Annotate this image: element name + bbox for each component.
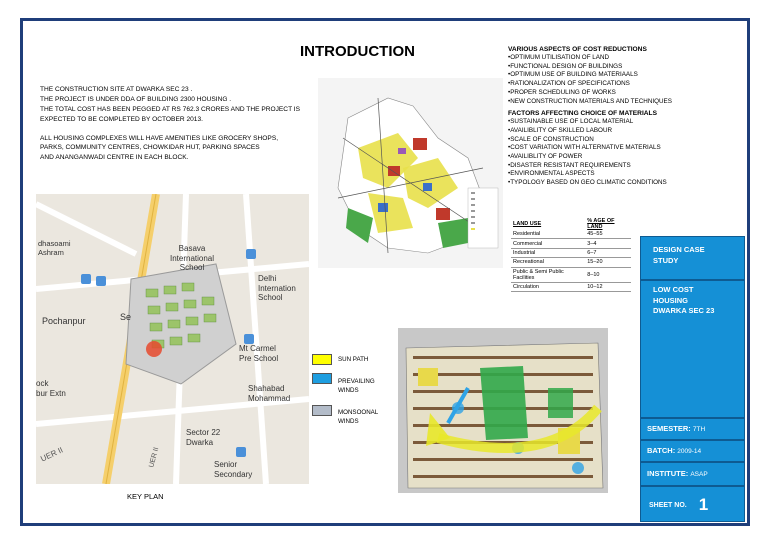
intro-text bbox=[40, 85, 315, 163]
map-label: Shahabad Mohammad bbox=[248, 384, 291, 403]
zoning-map-graphic bbox=[318, 78, 503, 268]
table-cell: Circulation bbox=[511, 282, 585, 291]
page-title: INTRODUCTION bbox=[300, 43, 415, 60]
map-label: Delhi Internation School bbox=[258, 274, 296, 303]
design-case-title: DESIGN CASE STUDY bbox=[653, 245, 705, 266]
map-label: dhasoami Ashram bbox=[38, 239, 71, 257]
institute-label: INSTITUTE: bbox=[647, 469, 689, 478]
batch-label: BATCH: bbox=[647, 446, 676, 455]
list-item: •SUSTAINABLE USE OF LOCAL MATERIAL bbox=[508, 118, 634, 126]
table-cell: Recreational bbox=[511, 258, 585, 267]
sheet-label: SHEET NO. bbox=[649, 501, 687, 509]
key-plan-label: KEY PLAN bbox=[127, 492, 164, 501]
amenities-line: PARKS, COMMUNITY CENTRES, CHOWKIDAR HUT, PARKING SPACES bbox=[40, 144, 260, 152]
map-label: UER II bbox=[39, 445, 65, 464]
intro-line: THE CONSTRUCTION SITE AT DWARKA SEC 23 . bbox=[40, 86, 193, 93]
table-row bbox=[511, 239, 631, 248]
semester-value: 7TH bbox=[692, 426, 706, 433]
table-cell: 3–4 bbox=[585, 239, 631, 248]
list-item: •OPTIMUM UTILISATION OF LAND bbox=[508, 54, 610, 62]
table-row bbox=[511, 248, 631, 257]
intro-line: THE TOTAL COST HAS BEEN PEGGED AT RS 762.3 CRORES AND THE PROJECT IS bbox=[40, 105, 301, 113]
intro-line: EXPECTED TO BE COMPLETED BY OCTOBER 2013. bbox=[40, 115, 203, 123]
list-item: •AVAILIBLITY OF POWER bbox=[508, 153, 583, 161]
semester-panel bbox=[640, 418, 745, 440]
legend-label: MONSOONAL WINDS bbox=[338, 409, 379, 425]
list-item: •SCALE OF CONSTRUCTION bbox=[508, 135, 594, 143]
map-label: Senior Secondary bbox=[214, 460, 253, 479]
project-panel bbox=[640, 280, 745, 418]
design-case-panel bbox=[640, 236, 745, 280]
table-cell: Industrial bbox=[511, 248, 585, 257]
monsoonal-winds-swatch bbox=[312, 405, 332, 416]
table-cell: 10–12 bbox=[585, 282, 631, 291]
map-label: ock bbox=[36, 379, 49, 388]
table-row bbox=[511, 258, 631, 267]
column-header: LAND USE bbox=[513, 221, 542, 227]
table-row bbox=[511, 282, 631, 291]
legend-monsoon bbox=[312, 405, 332, 416]
legend-prevailing bbox=[312, 373, 332, 384]
list-item: •ENVIRONMENTAL ASPECTS bbox=[508, 170, 595, 178]
batch-value: 2009-14 bbox=[677, 448, 702, 455]
site-plan-graphic bbox=[398, 328, 608, 493]
sheet-number: 1 bbox=[698, 495, 709, 514]
institute-panel bbox=[640, 462, 745, 486]
list-item: •AVAILIBLITY OF SKILLED LABOUR bbox=[508, 127, 613, 134]
list-item: •PROPER SCHEDULING OF WORKS bbox=[508, 88, 616, 96]
amenities-line: AND ANANGANWADI CENTRE IN EACH BLOCK. bbox=[40, 154, 189, 162]
site-plan bbox=[398, 328, 608, 493]
table-row bbox=[511, 267, 631, 282]
map-label: Sector 22 Dwarka bbox=[186, 428, 221, 447]
key-plan-map bbox=[36, 194, 309, 484]
table-header-row bbox=[511, 218, 631, 230]
table-cell: 45–55 bbox=[585, 230, 631, 239]
map-label: Basava International School bbox=[170, 244, 215, 273]
list-item: •COST VARIATION WITH ALTERNATIVE MATERIALS bbox=[508, 144, 661, 152]
aspects-list bbox=[508, 45, 688, 188]
batch-panel bbox=[640, 440, 745, 462]
list-item: •NEW CONSTRUCTION MATERIALS AND TECHNIQUES bbox=[508, 97, 672, 105]
sheet-panel bbox=[640, 486, 745, 522]
table-row bbox=[511, 230, 631, 239]
legend-label: SUN PATH bbox=[338, 356, 369, 363]
map-label: bur Extn bbox=[36, 389, 66, 398]
table-cell: Commercial bbox=[511, 239, 585, 248]
prevailing-winds-swatch bbox=[312, 373, 332, 384]
institute-value: ASAP bbox=[690, 471, 708, 478]
cost-reductions-heading: VARIOUS ASPECTS OF COST REDUCTIONS bbox=[508, 46, 647, 53]
list-item: •DISASTER RESISTANT REQUIREMENTS bbox=[508, 161, 631, 169]
land-use-table bbox=[511, 218, 631, 292]
table-cell: Public & Semi Public Facilities bbox=[511, 267, 585, 282]
legend-label: PREVAILING WINDS bbox=[338, 378, 375, 394]
table-cell: 15–20 bbox=[585, 258, 631, 267]
list-item: •RATIONALIZATION OF SPECIFICATIONS bbox=[508, 80, 630, 88]
semester-label: SEMESTER: bbox=[647, 424, 691, 433]
amenities-line: ALL HOUSING COMPLEXES WILL HAVE AMENITIES LIKE GROCERY SHOPS, bbox=[40, 134, 279, 142]
sun-path-swatch bbox=[312, 354, 332, 365]
key-plan-graphic bbox=[36, 194, 309, 484]
map-label: Pochanpur bbox=[42, 316, 86, 326]
dwarka-zoning-map bbox=[318, 78, 503, 268]
map-label: Mt Carmel Pre School bbox=[239, 344, 279, 363]
materials-heading: FACTORS AFFECTING CHOICE OF MATERIALS bbox=[508, 110, 657, 118]
column-header: % AGE OF LAND bbox=[587, 218, 615, 230]
project-title: LOW COST HOUSING DWARKA SEC 23 bbox=[653, 285, 715, 315]
list-item: •OPTIMUM USE OF BUILDING MATERIAALS bbox=[508, 71, 638, 79]
table-cell: 6–7 bbox=[585, 248, 631, 257]
table-cell: Residential bbox=[511, 230, 585, 239]
map-label: UER II bbox=[148, 446, 161, 469]
map-label: Se bbox=[120, 312, 132, 322]
list-item: •TYPOLOGY BASED ON GEO CLIMATIC CONDITIONS bbox=[508, 179, 667, 187]
list-item: •FUNCTIONAL DESIGN OF BUILDINGS bbox=[508, 62, 623, 70]
table-cell: 8–10 bbox=[585, 267, 631, 282]
intro-line: THE PROJECT IS UNDER DDA OF BUILDING 2300 HOUSING . bbox=[40, 95, 232, 103]
legend-sun bbox=[312, 354, 332, 365]
